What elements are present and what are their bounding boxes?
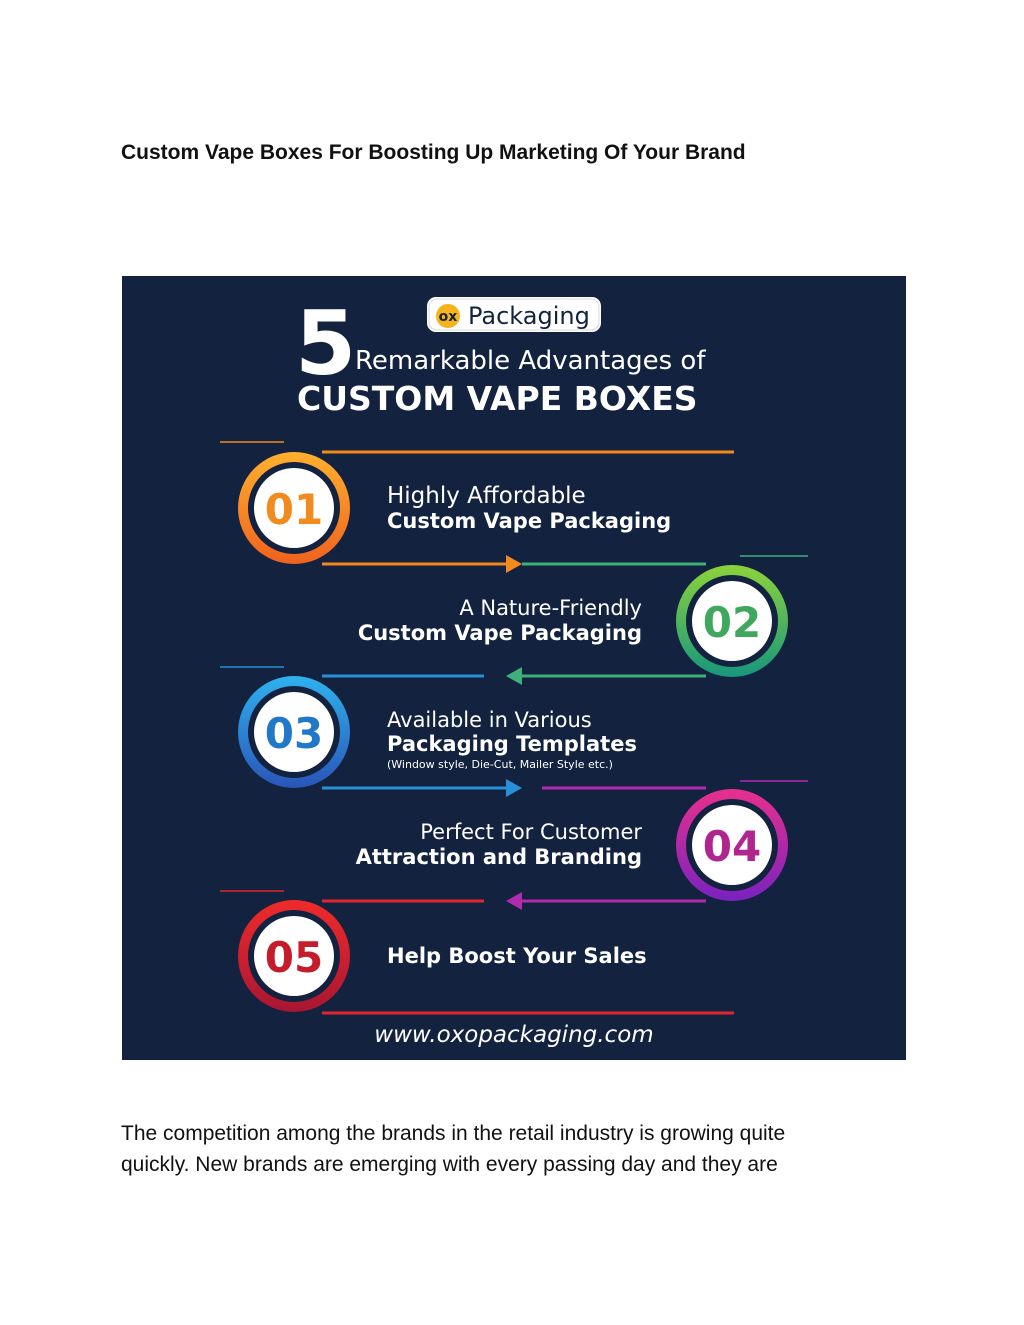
body-paragraph [121, 1118, 911, 1180]
infographic-image [122, 276, 906, 1060]
item-title-line1: Highly Affordable [387, 483, 586, 509]
item-title-line2: Attraction and Branding [355, 845, 642, 869]
item-title-line1: Perfect For Customer [420, 820, 642, 844]
document-title: Custom Vape Boxes For Boosting Up Marketing Of Your Brand [121, 141, 746, 164]
headline-subtitle: Remarkable Advantages of [355, 346, 706, 376]
item-title-line1: Available in Various [387, 708, 592, 732]
item-note: (Window style, Die-Cut, Mailer Style etc.) [387, 758, 613, 771]
brand-logo-text: Packaging [468, 302, 590, 330]
brand-logo-mark: ox [438, 309, 458, 325]
item-number: 03 [264, 709, 324, 758]
item-title: Help Boost Your Sales [387, 944, 647, 968]
item-number: 02 [702, 598, 762, 647]
brand-logo [427, 297, 601, 332]
item-title-line2: Custom Vape Packaging [357, 621, 642, 645]
infographic-canvas [122, 276, 906, 1060]
item-title-line2: Packaging Templates [387, 732, 637, 756]
item-title-line1: A Nature-Friendly [459, 596, 642, 620]
headline-title: CUSTOM VAPE BOXES [297, 379, 698, 418]
item-number: 04 [702, 822, 762, 871]
website-url: www.oxopackaging.com [374, 1022, 654, 1048]
paragraph-line: The competition among the brands in the retail industry is growing quite [121, 1122, 786, 1145]
headline-number: 5 [295, 292, 357, 395]
item-title-line2: Custom Vape Packaging [387, 509, 672, 533]
item-number: 01 [264, 485, 324, 534]
item-number: 05 [264, 933, 324, 982]
paragraph-line: quickly. New brands are emerging with every passing day and they are [121, 1153, 778, 1176]
